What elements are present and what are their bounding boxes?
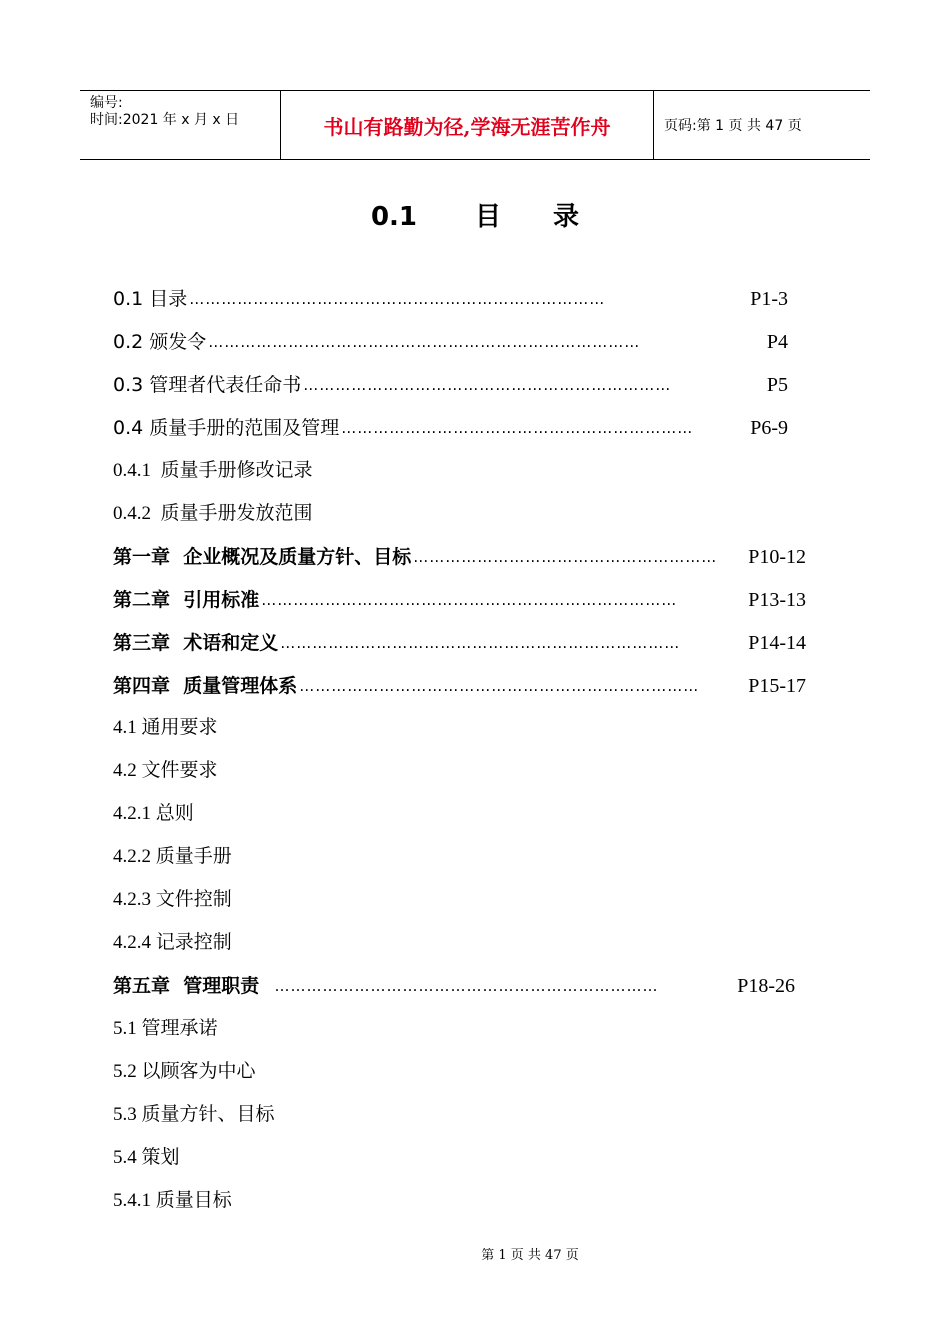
toc-entry-page: P6-9 — [750, 417, 788, 439]
page-footer — [0, 1244, 950, 1263]
toc-entry[interactable] — [113, 971, 795, 1001]
title-number: 0.1 — [370, 202, 418, 232]
toc-entry-leader-dots: ……………………………………………………………………… — [208, 333, 641, 351]
page-info-cell — [654, 91, 870, 159]
toc-entry-page: P1-3 — [750, 288, 788, 310]
toc-entry[interactable] — [113, 284, 788, 314]
number-label: 编号: — [90, 95, 123, 111]
toc-entry-label: 0.4.1 质量手册修改记录 — [113, 460, 313, 481]
toc-entry-label: 5.2 以顾客为中心 — [113, 1061, 256, 1082]
header-meta-cell — [80, 91, 281, 159]
toc-entry-leader-dots: …………………………………………………………… — [303, 376, 672, 394]
toc-entry-label: 4.2.2 质量手册 — [113, 846, 232, 867]
toc-entry[interactable] — [113, 671, 806, 701]
toc-entry-page: P15-17 — [748, 675, 806, 697]
toc-entry-leader-dots: ………………………………………………………… — [341, 419, 694, 437]
toc-entry-label: 5.4 策划 — [113, 1147, 180, 1168]
toc-entry[interactable] — [113, 713, 413, 743]
toc-entry[interactable] — [113, 1014, 413, 1044]
toc-entry[interactable] — [113, 456, 413, 486]
toc-entry-label: 0.1 目录 — [113, 288, 188, 310]
toc-entry-label: 4.2.4 记录控制 — [113, 932, 232, 953]
time-label: 时间:2021 年 x 月 x 日 — [90, 112, 240, 128]
toc-entry[interactable] — [113, 842, 413, 872]
toc-entry-label: 第二章 引用标准 — [113, 589, 260, 611]
toc-entry[interactable] — [113, 799, 413, 829]
toc-entry-page: P13-13 — [748, 589, 806, 611]
toc-entry[interactable] — [113, 1100, 413, 1130]
toc-entry-label: 4.1 通用要求 — [113, 717, 218, 738]
toc-entry-label: 4.2 文件要求 — [113, 760, 218, 781]
toc-entry-label: 第一章 企业概况及质量方针、目标 — [113, 546, 412, 568]
toc-entry[interactable] — [113, 928, 413, 958]
toc-entry-label: 0.4.2 质量手册发放范围 — [113, 503, 313, 524]
toc-entry-page: P18-26 — [737, 975, 795, 997]
toc-entry-label: 5.3 质量方针、目标 — [113, 1104, 275, 1125]
toc-entry-label: 5.4.1 质量目标 — [113, 1190, 232, 1211]
motto-cell — [281, 91, 654, 159]
toc-entry-leader-dots: …………………………………………………………………… — [261, 591, 678, 609]
toc-entry[interactable] — [113, 499, 413, 529]
toc-entry-page: P5 — [766, 374, 788, 396]
toc-entry-leader-dots: ………………………………………………………………… — [299, 677, 700, 695]
toc-entry[interactable] — [113, 885, 413, 915]
title-char-1: 目 — [475, 202, 502, 232]
toc-entry-label: 4.2.3 文件控制 — [113, 889, 232, 910]
toc-entry-label: 第三章 术语和定义 — [113, 632, 279, 654]
toc-entry-page: P4 — [766, 331, 788, 353]
toc-entry[interactable] — [113, 1057, 413, 1087]
toc-entry-leader-dots: ………………………………………………… — [413, 548, 718, 566]
toc-entry-label: 5.1 管理承诺 — [113, 1018, 218, 1039]
toc-entry-label: 0.4 质量手册的范围及管理 — [113, 417, 340, 439]
toc-entry-label: 第五章 管理职责 — [113, 975, 273, 997]
title-char-2: 录 — [553, 202, 580, 232]
toc-entry-label: 第四章 质量管理体系 — [113, 675, 298, 697]
toc-entry-leader-dots: …………………………………………………………………… — [189, 290, 606, 308]
document-title — [0, 196, 950, 233]
toc-entry[interactable] — [113, 370, 788, 400]
toc-entry[interactable] — [113, 327, 788, 357]
header-table — [80, 90, 870, 160]
toc-entry[interactable] — [113, 628, 806, 658]
footer-page-text: 第 1 页 共 47 页 — [481, 1248, 579, 1263]
motto-text: 书山有路勤为径,学海无涯苦作舟 — [323, 114, 611, 139]
toc-entry-label: 0.3 管理者代表任命书 — [113, 374, 302, 396]
page-info-text: 页码:第 1 页 共 47 页 — [664, 118, 802, 134]
toc-entry[interactable] — [113, 1186, 413, 1216]
toc-entry-page: P10-12 — [748, 546, 806, 568]
toc-entry-page: P14-14 — [748, 632, 806, 654]
toc-entry[interactable] — [113, 1143, 413, 1173]
toc-entry-leader-dots: ………………………………………………………………… — [280, 634, 681, 652]
toc-entry[interactable] — [113, 542, 806, 572]
toc-entry[interactable] — [113, 585, 806, 615]
toc-entry[interactable] — [113, 413, 788, 443]
toc-entry[interactable] — [113, 756, 413, 786]
toc-entry-label: 0.2 颁发令 — [113, 331, 207, 353]
toc-entry-label: 4.2.1 总则 — [113, 803, 194, 824]
toc-entry-leader-dots: ……………………………………………………………… — [274, 977, 659, 995]
